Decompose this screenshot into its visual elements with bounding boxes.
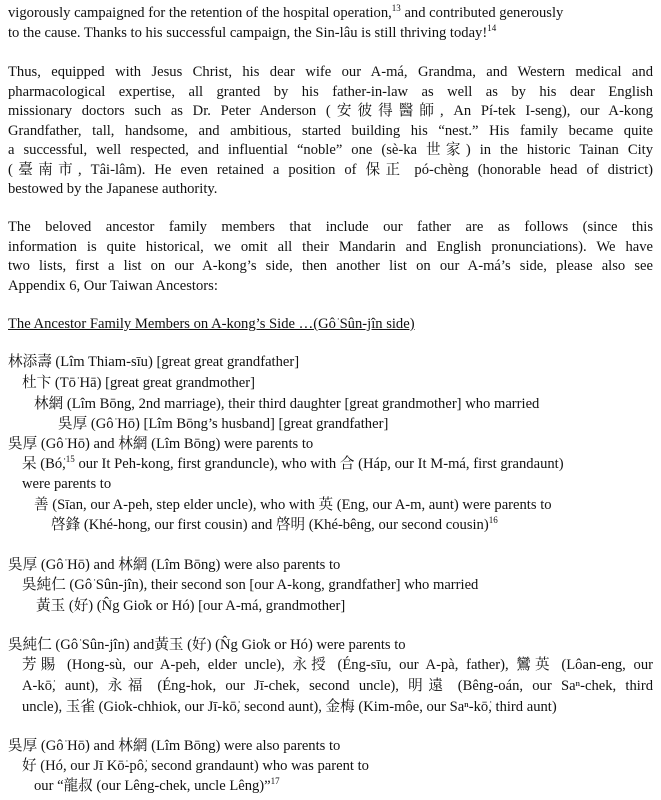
- p2-line: missionary doctors such as Dr. Peter Anderson (安彼得醫師, An Pí-tek I-seng), our A-kong: [8, 103, 653, 119]
- p2-line: Grandfather, tall, handsome, and ambitious, started building his “nest.” His family became quite: [8, 122, 653, 139]
- p2-line: Thus, equipped with Jesus Christ, his dear wife our A-má, Grandma, and Western medical and: [8, 64, 653, 80]
- p3-line: Appendix 6, Our Taiwan Ancestors:: [8, 277, 218, 294]
- ancestor-line: 好 (Hó, our Jī Kō͘-pô͘, second grandaunt) who was parent to: [22, 758, 369, 774]
- ancestor-line: 吳純仁 (Gô͘ Sûn-jîn), their second son [our A-kong, grandfather] who married: [22, 577, 479, 593]
- text: 啓鋒 (Khé-hong, our first cousin) and 啓明 (Khé-bêng, our second cousin): [51, 517, 489, 533]
- ancestor-line: were parents to: [22, 476, 112, 492]
- paragraph-3: [8, 218, 653, 296]
- ancestor-line: [51, 516, 498, 536]
- ancestor-line: 林添壽 (Lîm Thiam-sīu) [great great grandfather]: [8, 354, 300, 370]
- p2-line: a successful, well respected, and influential “noble” one (sè-ka 世家) in the historic Tainan City: [8, 142, 653, 158]
- ancestor-line: 吳厚 (Gô͘ Hō͘) and 林網 (Lîm Bōng) were parents to: [8, 436, 314, 452]
- ancestor-line: 善 (Sīan, our A-peh, step elder uncle), who with 英 (Eng, our A-m, aunt) were parents to: [34, 497, 552, 513]
- text: 呆 (Bó͘,: [22, 456, 66, 472]
- ancestor-line: 吳純仁 (Gô͘ Sûn-jîn) and黃玉 (好) (N̂g Gio̍k or Hó) were parents to: [8, 637, 406, 653]
- text: our It Peh-kong, first granduncle), who with 合 (Háp, our It M-má, first grandaunt): [74, 456, 564, 472]
- ancestor-line: A-kō͘, aunt), 永福 (Éng-hok, our Jī-chek, second uncle), 明遠 (Bêng-oán, our Saⁿ-chek, third: [22, 678, 653, 694]
- text: to the cause. Thanks to his successful campaign, the Sin-lâu is still thriving today!: [8, 25, 488, 41]
- section-heading: The Ancestor Family Members on A-kong’s Side …(Gô͘ Sûn-jîn side): [8, 316, 415, 332]
- ancestor-line: [22, 455, 564, 475]
- ancestor-line: 黃玉 (好) (N̂g Gio̍k or Hó) [our A-má, grandmother]: [36, 598, 346, 614]
- p1-line-2: [8, 24, 496, 44]
- text: and contributed generously: [400, 5, 564, 21]
- p3-line: information is quite historical, we omit all their Mandarin and English pronunciations). We have: [8, 238, 653, 255]
- ancestor-line: 吳厚 (Gô͘ Hō͘) and 林網 (Lîm Bōng) were also parents to: [8, 557, 341, 573]
- footnote-ref-14[interactable]: 14: [487, 23, 497, 33]
- footnote-ref-15[interactable]: 15: [65, 454, 75, 464]
- text: our “龍叔 (our Lêng-chek, uncle Lêng)”: [34, 778, 271, 794]
- paragraph-2: [8, 63, 653, 200]
- p1-line-1: [8, 4, 563, 24]
- p3-line: two lists, first a list on our A-kong’s side, then another list on our A-má’s side, please also see: [8, 258, 653, 274]
- ancestor-line: uncle), 玉雀 (Gio̍k-chhiok, our Jī-kō͘, second aunt), 金梅 (Kim-môe, our Saⁿ-kō͘, third aunt): [22, 699, 557, 715]
- ancestor-line: 芳賜 (Hong-sù, our A-peh, elder uncle), 永授 (Éng-sīu, our A-pà, father), 鸞英 (Lôan-eng, our: [22, 657, 653, 673]
- footnote-ref-16[interactable]: 16: [488, 515, 498, 525]
- p2-line: pharmacological expertise, all granted by his father-in-law as well as by his dear English: [8, 83, 653, 100]
- ancestor-line: 林網 (Lîm Bōng, 2nd marriage), their third daughter [great grandmother] who married: [34, 396, 540, 412]
- p2-line: bestowed by the Japanese authority.: [8, 181, 218, 197]
- ancestor-line: 吳厚 (Gô͘ Hō͘) [Lîm Bōng’s husband] [great grandfather]: [58, 416, 389, 432]
- ancestor-line: 杜卞 (Tō͘ Hā) [great great grandmother]: [22, 375, 255, 391]
- footnote-ref-17[interactable]: 17: [270, 776, 280, 786]
- p3-line: The beloved ancestor family members that include our father are as follows (since this: [8, 219, 653, 235]
- text: vigorously campaigned for the retention of the hospital operation,: [8, 5, 392, 21]
- ancestor-line: 吳厚 (Gô͘ Hō͘) and 林網 (Lîm Bōng) were also parents to: [8, 738, 341, 754]
- footnote-ref-13[interactable]: 13: [391, 3, 401, 13]
- ancestor-line: [34, 777, 280, 797]
- p2-line: (臺南市, Tâi-lâm). He even retained a position of 保正 pó-chèng (honorable head of district): [8, 161, 653, 178]
